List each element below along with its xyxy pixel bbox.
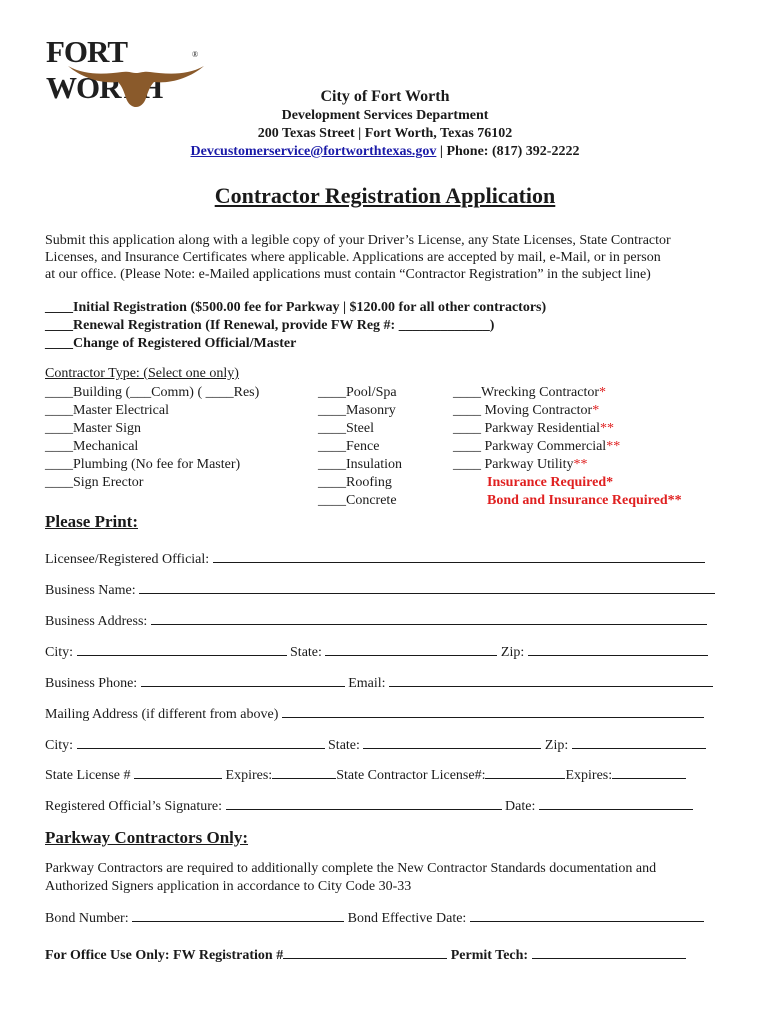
type-master-electrical[interactable]: ____Master Electrical xyxy=(45,403,170,418)
business-phone-label: Business Phone: xyxy=(45,676,138,691)
business-address-row xyxy=(45,612,707,630)
type-wrecking[interactable] xyxy=(453,385,606,401)
option-renewal-registration[interactable]: ____Renewal Registration (If Renewal, provide FW Reg #: _____________) xyxy=(45,318,495,333)
type-master-sign[interactable]: ____Master Sign xyxy=(45,421,142,436)
option-change-official[interactable]: ____Change of Registered Official/Master xyxy=(45,336,297,351)
state-license-input[interactable] xyxy=(134,766,222,779)
type-mechanical[interactable]: ____Mechanical xyxy=(45,439,139,454)
zip-input[interactable] xyxy=(528,643,708,656)
type-parkway-commercial-label: ____ Parkway Commercial xyxy=(453,439,607,454)
state-label: State: xyxy=(290,645,322,660)
intro-line-1: Submit this application along with a legible copy of your Driver’s License, any State Licenses, State Contractor xyxy=(45,233,671,248)
permit-tech-label: Permit Tech: xyxy=(450,948,529,963)
city-state-zip-row xyxy=(45,643,708,661)
type-parkway-utility-mark: ** xyxy=(573,457,588,472)
parkway-heading: Parkway Contractors Only: xyxy=(45,828,249,847)
type-moving[interactable] xyxy=(453,403,599,419)
type-moving-mark: * xyxy=(592,403,600,418)
please-print-heading: Please Print: xyxy=(45,512,138,531)
expires2-input[interactable] xyxy=(612,766,686,779)
license-row xyxy=(45,766,686,784)
type-parkway-residential[interactable] xyxy=(453,421,614,437)
email-label: Email: xyxy=(348,676,386,691)
state2-input[interactable] xyxy=(363,736,541,749)
mailing-address-input[interactable] xyxy=(282,705,704,718)
logo-wordmark: FORT WORTH xyxy=(46,34,163,105)
licensee-input[interactable] xyxy=(213,550,705,563)
email-input[interactable] xyxy=(389,674,713,687)
logo-reg-mark: ® xyxy=(192,50,199,59)
business-phone-input[interactable] xyxy=(141,674,345,687)
intro-line-2: Licenses, and Insurance Certificates where applicable. Applications are accepted by mail, e-Mail, or in person xyxy=(45,250,661,265)
type-moving-label: ____ Moving Contractor xyxy=(453,403,593,418)
business-name-label: Business Name: xyxy=(45,583,136,598)
type-building[interactable]: ____Building (___Comm) ( ____Res) xyxy=(45,385,260,400)
contractor-type-label: Contractor Type: (Select one only) xyxy=(45,366,239,381)
state-input[interactable] xyxy=(325,643,497,656)
expires2-label: Expires: xyxy=(565,768,613,783)
licensee-row xyxy=(45,550,705,568)
state2-label: State: xyxy=(328,738,360,753)
type-steel[interactable]: ____Steel xyxy=(318,421,374,436)
city2-input[interactable] xyxy=(77,736,325,749)
type-parkway-residential-mark: ** xyxy=(599,421,614,436)
type-parkway-utility[interactable] xyxy=(453,457,588,473)
bond-effective-input[interactable] xyxy=(470,909,704,922)
email-link[interactable]: Devcustomerservice@fortworthtexas.gov xyxy=(190,144,437,159)
city-input[interactable] xyxy=(77,643,287,656)
bond-row xyxy=(45,909,704,927)
type-wrecking-label: ____Wrecking Contractor xyxy=(453,385,600,400)
option-initial-registration[interactable]: ____Initial Registration ($500.00 fee for Parkway | $120.00 for all other contractors) xyxy=(45,300,547,315)
zip-label: Zip: xyxy=(500,645,525,660)
type-parkway-commercial-mark: ** xyxy=(606,439,621,454)
phone-email-row xyxy=(45,674,713,692)
fw-registration-label: For Office Use Only: FW Registration # xyxy=(45,948,284,963)
bond-number-label: Bond Number: xyxy=(45,911,129,926)
bond-effective-label: Bond Effective Date: xyxy=(347,911,467,926)
type-sign-erector[interactable]: ____Sign Erector xyxy=(45,475,144,490)
type-pool-spa[interactable]: ____Pool/Spa xyxy=(318,385,397,400)
signature-label: Registered Official’s Signature: xyxy=(45,799,223,814)
fw-registration-input[interactable] xyxy=(283,946,447,959)
signature-row xyxy=(45,797,693,815)
phone-text: | Phone: (817) 392-2222 xyxy=(436,144,580,159)
mailing-address-row xyxy=(45,705,704,723)
type-wrecking-mark: * xyxy=(599,385,607,400)
note-insurance-required: Insurance Required* xyxy=(487,475,614,490)
permit-tech-input[interactable] xyxy=(532,946,686,959)
type-fence[interactable]: ____Fence xyxy=(318,439,380,454)
parkway-text-2: Authorized Signers application in accordance to City Code 30-33 xyxy=(45,879,412,894)
business-address-label: Business Address: xyxy=(45,614,148,629)
city-state-zip-row-2 xyxy=(45,736,706,754)
state-contractor-license-label: State Contractor License#: xyxy=(336,768,486,783)
city-label: City: xyxy=(45,645,74,660)
department-name: Development Services Department xyxy=(281,108,489,123)
business-name-row xyxy=(45,581,715,599)
zip2-input[interactable] xyxy=(572,736,706,749)
bond-number-input[interactable] xyxy=(132,909,344,922)
department-address: 200 Texas Street | Fort Worth, Texas 76102 xyxy=(257,126,513,141)
expires-label: Expires: xyxy=(225,768,273,783)
type-plumbing[interactable]: ____Plumbing (No fee for Master) xyxy=(45,457,241,472)
state-license-label: State License # xyxy=(45,768,131,783)
city2-label: City: xyxy=(45,738,74,753)
page-title: Contractor Registration Application xyxy=(214,183,556,208)
note-bond-insurance-required: Bond and Insurance Required** xyxy=(487,493,682,508)
signature-input[interactable] xyxy=(226,797,502,810)
type-roofing[interactable]: ____Roofing xyxy=(318,475,392,490)
type-parkway-residential-label: ____ Parkway Residential xyxy=(453,421,600,436)
date-label: Date: xyxy=(505,799,536,814)
parkway-text-1: Parkway Contractors are required to additionally complete the New Contractor Standards documentation and xyxy=(45,861,657,876)
date-input[interactable] xyxy=(539,797,693,810)
business-name-input[interactable] xyxy=(139,581,715,594)
expires-input[interactable] xyxy=(272,766,336,779)
type-concrete[interactable]: ____Concrete xyxy=(318,493,397,508)
type-parkway-commercial[interactable] xyxy=(453,439,620,455)
type-masonry[interactable]: ____Masonry xyxy=(318,403,396,418)
business-address-input[interactable] xyxy=(151,612,707,625)
zip2-label: Zip: xyxy=(544,738,569,753)
type-parkway-utility-label: ____ Parkway Utility xyxy=(453,457,574,472)
intro-line-3: at our office. (Please Note: e-Mailed applications must contain “Contractor Registration” in the subject line) xyxy=(45,267,651,282)
mailing-address-label: Mailing Address (if different from above) xyxy=(45,707,279,722)
licensee-label: Licensee/Registered Official: xyxy=(45,552,210,567)
office-use-row xyxy=(45,946,686,964)
city-name: City of Fort Worth xyxy=(320,88,450,105)
type-insulation[interactable]: ____Insulation xyxy=(318,457,402,472)
state-contractor-license-input[interactable] xyxy=(485,766,565,779)
contact-line xyxy=(0,144,770,160)
